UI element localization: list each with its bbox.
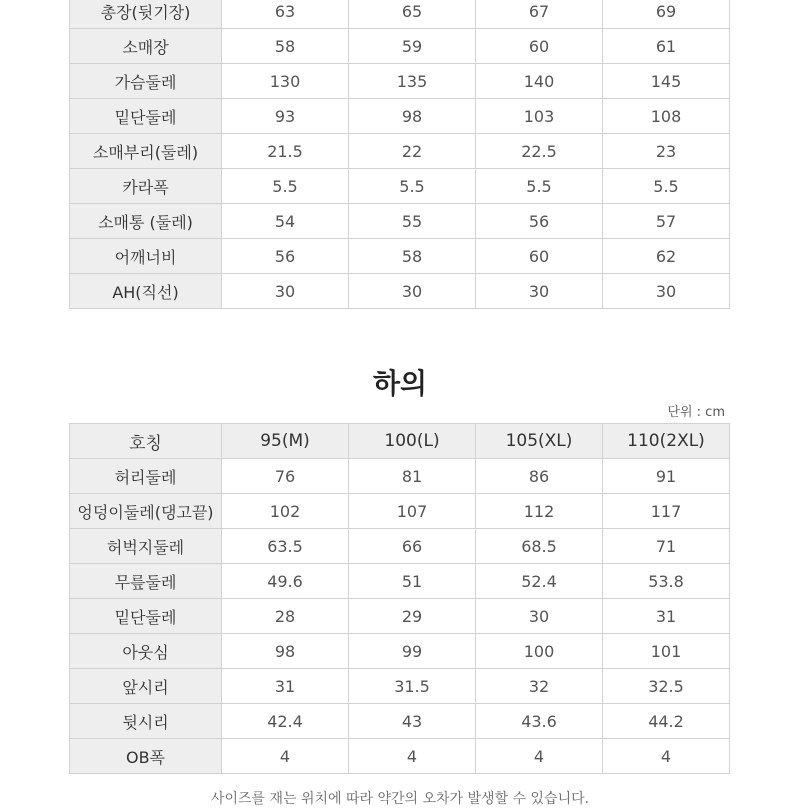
table-cell: 54 bbox=[222, 204, 349, 239]
table-cell: 5.5 bbox=[222, 169, 349, 204]
table-cell: 4 bbox=[603, 739, 730, 774]
table-row bbox=[70, 669, 730, 704]
column-header: 95(M) bbox=[222, 424, 349, 459]
column-header: 100(L) bbox=[349, 424, 476, 459]
table-cell: 21.5 bbox=[222, 134, 349, 169]
row-label: 무릎둘레 bbox=[70, 564, 222, 599]
row-label: 허리둘레 bbox=[70, 459, 222, 494]
column-header: 110(2XL) bbox=[603, 424, 730, 459]
table-cell: 22.5 bbox=[476, 134, 603, 169]
table-cell: 4 bbox=[349, 739, 476, 774]
footnote: 사이즈를 재는 위치에 따라 약간의 오차가 발생할 수 있습니다. bbox=[210, 791, 590, 807]
table-cell: 71 bbox=[603, 529, 730, 564]
table-cell: 130 bbox=[222, 64, 349, 99]
table-cell: 57 bbox=[603, 204, 730, 239]
table-cell: 52.4 bbox=[476, 564, 603, 599]
table-cell: 30 bbox=[603, 274, 730, 309]
row-label: 밑단둘레 bbox=[70, 599, 222, 634]
table-cell: 55 bbox=[349, 204, 476, 239]
table-cell: 81 bbox=[349, 459, 476, 494]
table-cell: 65 bbox=[349, 0, 476, 29]
table-cell: 29 bbox=[349, 599, 476, 634]
table-cell: 98 bbox=[222, 634, 349, 669]
table-cell: 112 bbox=[476, 494, 603, 529]
table-cell: 91 bbox=[603, 459, 730, 494]
table-cell: 59 bbox=[349, 29, 476, 64]
table-cell: 63.5 bbox=[222, 529, 349, 564]
table-cell: 135 bbox=[349, 64, 476, 99]
table-row bbox=[70, 564, 730, 599]
table-cell: 32.5 bbox=[603, 669, 730, 704]
table-cell: 117 bbox=[603, 494, 730, 529]
table-cell: 28 bbox=[222, 599, 349, 634]
table-cell: 30 bbox=[222, 274, 349, 309]
table-row bbox=[70, 64, 730, 99]
column-header: 호칭 bbox=[70, 424, 222, 459]
table-cell: 44.2 bbox=[603, 704, 730, 739]
table-cell: 99 bbox=[349, 634, 476, 669]
row-label: 앞시리 bbox=[70, 669, 222, 704]
table-cell: 4 bbox=[476, 739, 603, 774]
table-cell: 56 bbox=[476, 204, 603, 239]
table-row bbox=[70, 739, 730, 774]
table-cell: 98 bbox=[349, 99, 476, 134]
table-row bbox=[70, 29, 730, 64]
table-cell: 5.5 bbox=[476, 169, 603, 204]
table-cell: 145 bbox=[603, 64, 730, 99]
table-row bbox=[70, 0, 730, 29]
table-row bbox=[70, 204, 730, 239]
table-cell: 31.5 bbox=[349, 669, 476, 704]
row-label: 가슴둘레 bbox=[70, 64, 222, 99]
table-cell: 60 bbox=[476, 29, 603, 64]
table-cell: 32 bbox=[476, 669, 603, 704]
table-cell: 5.5 bbox=[603, 169, 730, 204]
table-row bbox=[70, 169, 730, 204]
table-row bbox=[70, 494, 730, 529]
unit-note: 단위 : cm bbox=[667, 405, 725, 420]
table-cell: 30 bbox=[349, 274, 476, 309]
row-label: 카라폭 bbox=[70, 169, 222, 204]
table-cell: 108 bbox=[603, 99, 730, 134]
table-cell: 53.8 bbox=[603, 564, 730, 599]
table-cell: 30 bbox=[476, 599, 603, 634]
table-cell: 63 bbox=[222, 0, 349, 29]
table-cell: 4 bbox=[222, 739, 349, 774]
row-label: 소매장 bbox=[70, 29, 222, 64]
table-header-row bbox=[70, 424, 730, 459]
row-label: 엉덩이둘레(댕고끝) bbox=[70, 494, 222, 529]
table-cell: 140 bbox=[476, 64, 603, 99]
table-row bbox=[70, 529, 730, 564]
row-label: 총장(뒷기장) bbox=[70, 0, 222, 29]
row-label: 소매부리(둘레) bbox=[70, 134, 222, 169]
table-cell: 102 bbox=[222, 494, 349, 529]
table-cell: 43 bbox=[349, 704, 476, 739]
row-label: 아웃심 bbox=[70, 634, 222, 669]
table-cell: 58 bbox=[349, 239, 476, 274]
column-header: 105(XL) bbox=[476, 424, 603, 459]
table-cell: 56 bbox=[222, 239, 349, 274]
row-label: 뒷시리 bbox=[70, 704, 222, 739]
table-cell: 23 bbox=[603, 134, 730, 169]
table-cell: 69 bbox=[603, 0, 730, 29]
table-cell: 76 bbox=[222, 459, 349, 494]
table-cell: 103 bbox=[476, 99, 603, 134]
table-cell: 100 bbox=[476, 634, 603, 669]
row-label: 허벅지둘레 bbox=[70, 529, 222, 564]
table-cell: 107 bbox=[349, 494, 476, 529]
table-cell: 31 bbox=[222, 669, 349, 704]
table-cell: 61 bbox=[603, 29, 730, 64]
row-label: OB폭 bbox=[70, 739, 222, 774]
row-label: 어깨너비 bbox=[70, 239, 222, 274]
table-row bbox=[70, 634, 730, 669]
table-row bbox=[70, 134, 730, 169]
row-label: 소매통 (둘레) bbox=[70, 204, 222, 239]
table-cell: 58 bbox=[222, 29, 349, 64]
table-row bbox=[70, 459, 730, 494]
table-cell: 43.6 bbox=[476, 704, 603, 739]
table-cell: 42.4 bbox=[222, 704, 349, 739]
table-row bbox=[70, 274, 730, 309]
table-cell: 68.5 bbox=[476, 529, 603, 564]
table-cell: 62 bbox=[603, 239, 730, 274]
table-row bbox=[70, 99, 730, 134]
table-cell: 66 bbox=[349, 529, 476, 564]
table-cell: 30 bbox=[476, 274, 603, 309]
table-cell: 86 bbox=[476, 459, 603, 494]
table-row bbox=[70, 599, 730, 634]
table-cell: 49.6 bbox=[222, 564, 349, 599]
table-cell: 93 bbox=[222, 99, 349, 134]
table-cell: 101 bbox=[603, 634, 730, 669]
row-label: AH(직선) bbox=[70, 274, 222, 309]
table-row bbox=[70, 239, 730, 274]
row-label: 밑단둘레 bbox=[70, 99, 222, 134]
table-row bbox=[70, 704, 730, 739]
bottom-size-table bbox=[69, 423, 730, 774]
section-title-bottoms: 하의 bbox=[372, 367, 428, 400]
top-size-table bbox=[69, 0, 730, 309]
table-cell: 67 bbox=[476, 0, 603, 29]
table-cell: 51 bbox=[349, 564, 476, 599]
table-cell: 31 bbox=[603, 599, 730, 634]
table-cell: 60 bbox=[476, 239, 603, 274]
table-cell: 5.5 bbox=[349, 169, 476, 204]
table-cell: 22 bbox=[349, 134, 476, 169]
